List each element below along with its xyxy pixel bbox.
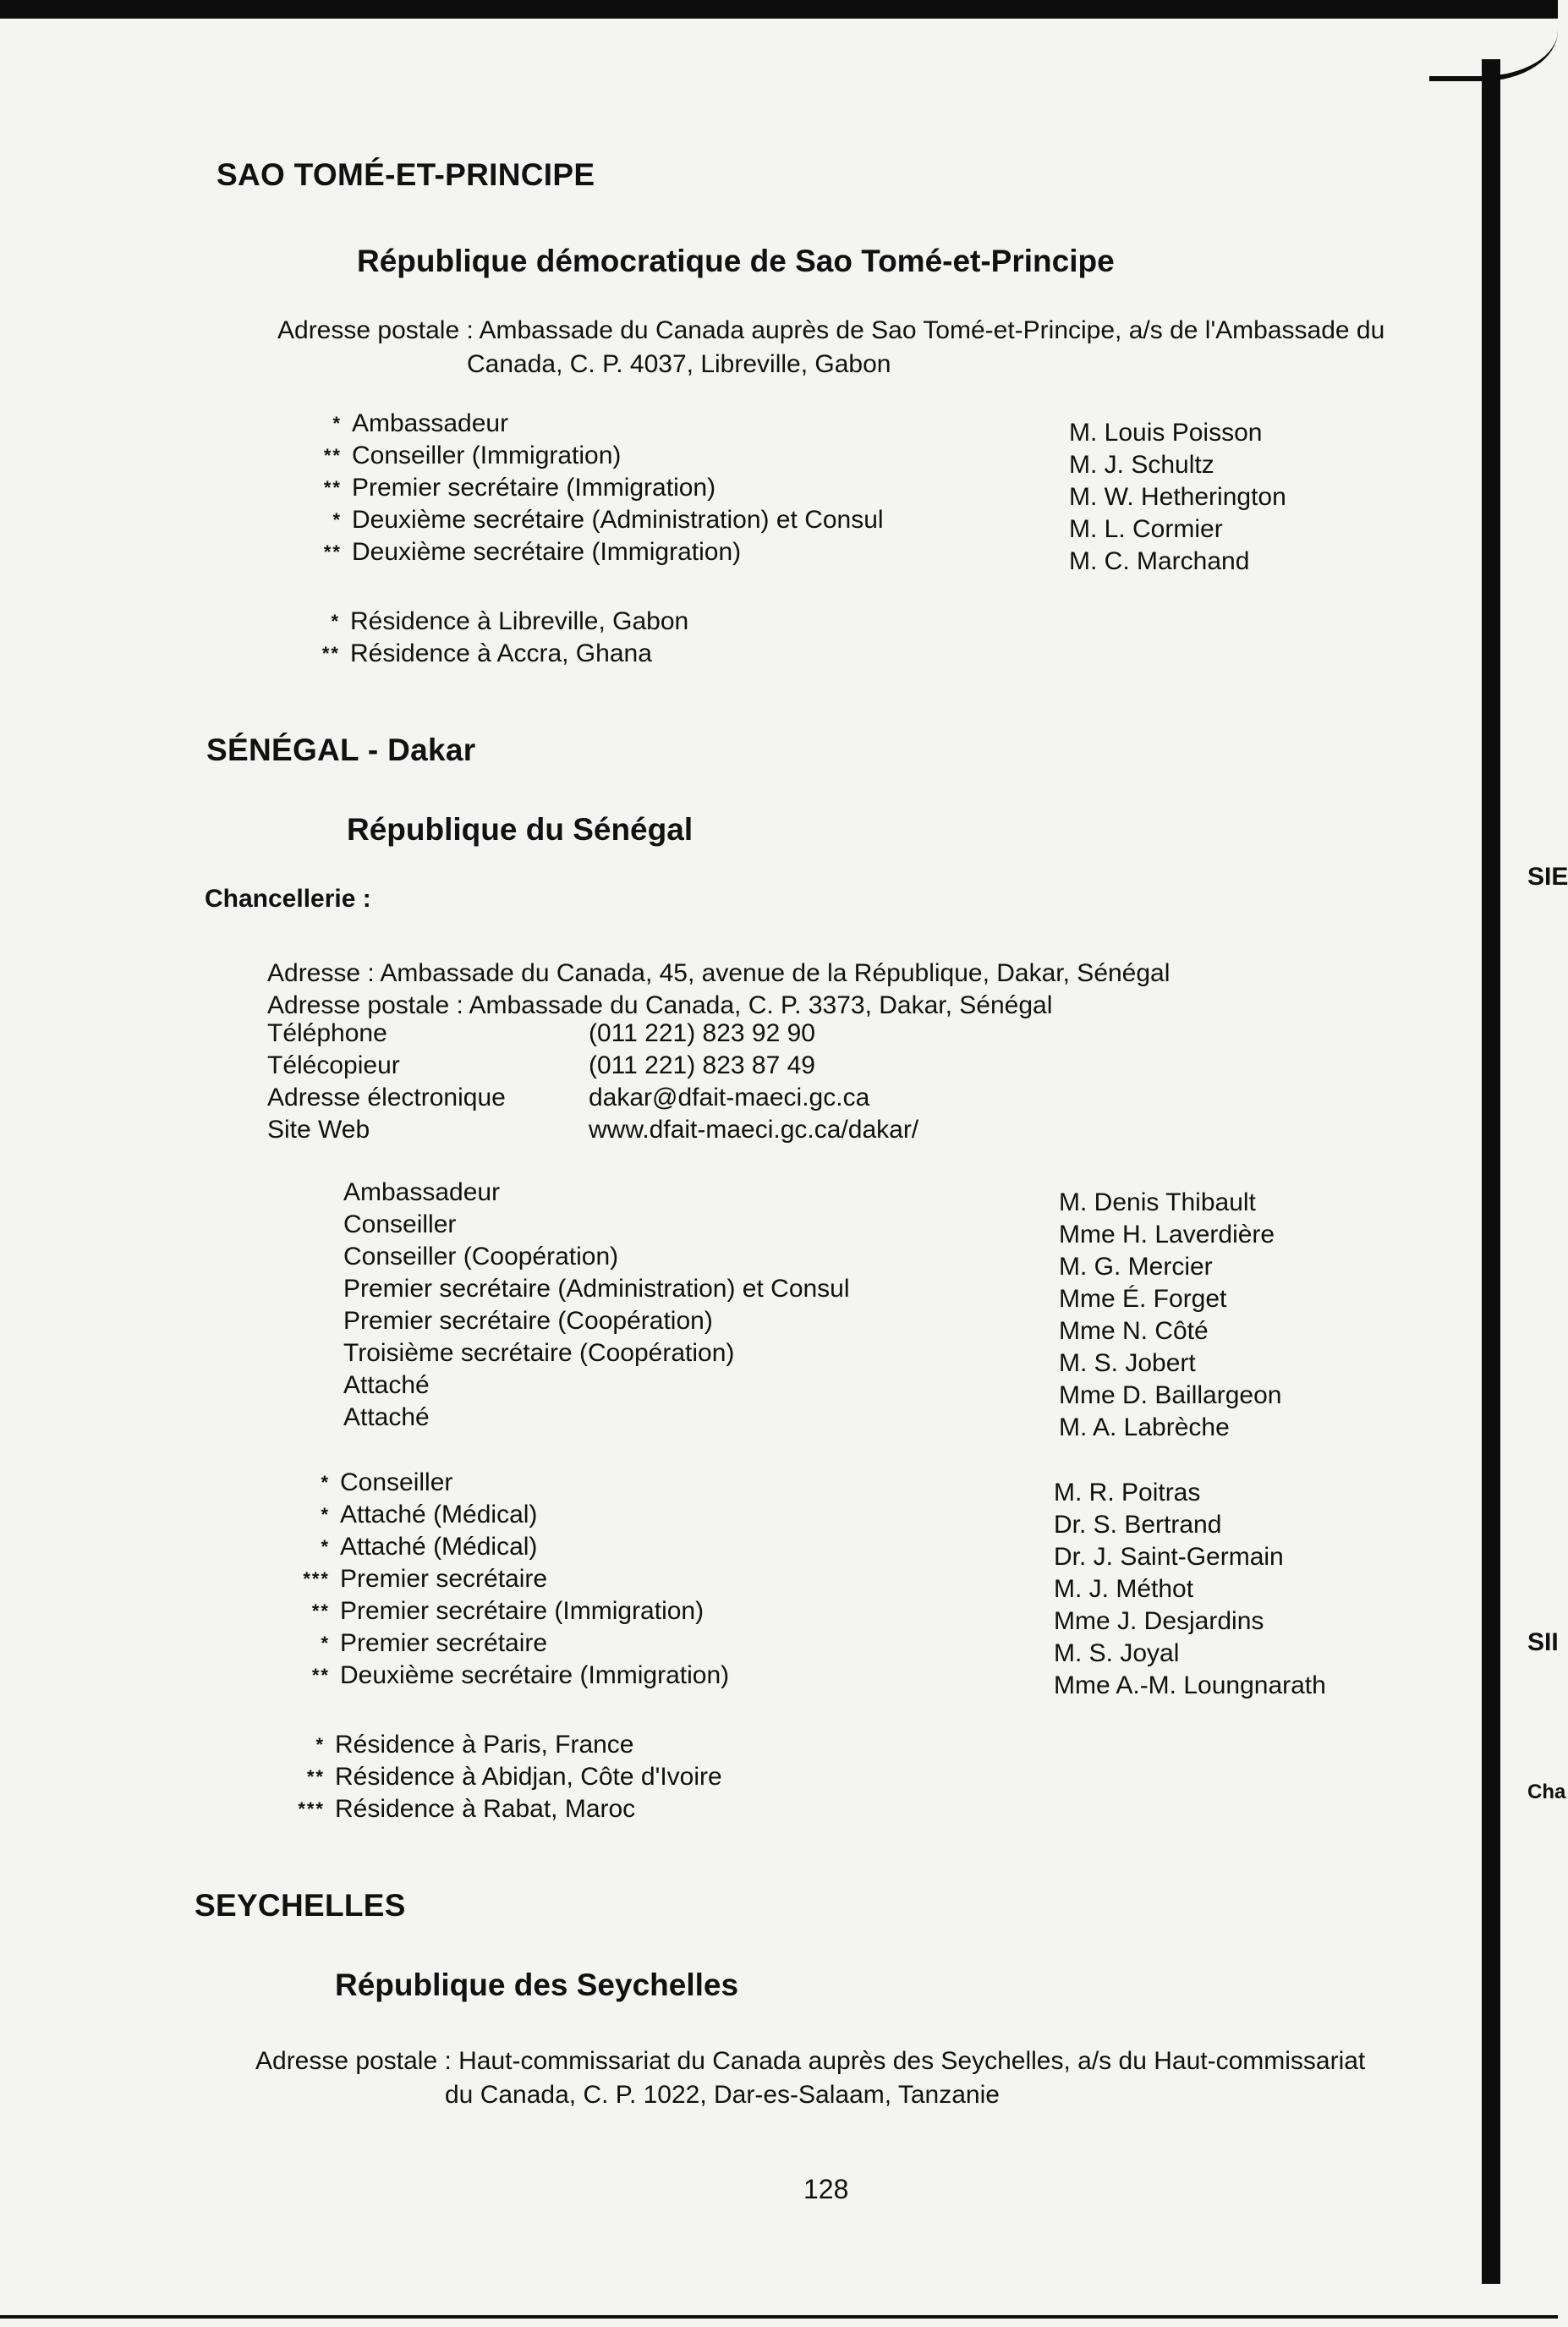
staff-name: Mme N. Côté [1059, 1317, 1209, 1345]
staff-role: * Attaché (Médical) [340, 1499, 729, 1531]
staff-name: M. G. Mercier [1059, 1253, 1213, 1281]
staff-role: Troisième secrétaire (Coopération) [343, 1339, 735, 1367]
staff-role: ** Deuxième secrétaire (Immigration) [352, 536, 884, 568]
postal-address-line: Adresse postale : Haut-commissariat du Canada auprès des Seychelles, a/s du Haut-commissariat [255, 2047, 1366, 2075]
staff-role: Conseiller [343, 1210, 457, 1238]
postal-address-line: Canada, C. P. 4037, Libreville, Gabon [467, 350, 891, 378]
staff-role: Attaché [343, 1371, 430, 1399]
contact-label: Télécopieur [267, 1051, 400, 1079]
footnote-marker: ** [321, 643, 340, 664]
staff-role: Ambassadeur [343, 1178, 501, 1206]
staff-roles [343, 1177, 850, 1434]
footnote-marker: * [321, 1504, 330, 1525]
page-number: 128 [803, 2174, 849, 2204]
country-heading: SÉNÉGAL - Dakar [206, 733, 476, 767]
contact-label: Site Web [267, 1116, 370, 1144]
staff-names [1069, 417, 1286, 578]
footnote-marker: ** [311, 1600, 330, 1622]
footnote-marker: ** [311, 1665, 330, 1686]
staff-role: *** Premier secrétaire [340, 1563, 729, 1595]
phone-number: (011 221) 823 92 90 [589, 1019, 815, 1047]
staff-role: Conseiller (Coopération) [343, 1243, 619, 1271]
adjacent-page-fragment: SII [1527, 1628, 1559, 1656]
footnote-marker: ** [323, 445, 342, 466]
footnote-marker: * [315, 1734, 325, 1755]
staff-name: M. R. Poitras [1054, 1479, 1201, 1507]
scan-top-edge [0, 0, 1558, 19]
staff-name: M. J. Schultz [1069, 451, 1214, 479]
email-address: dakar@dfait-maeci.gc.ca [589, 1084, 870, 1111]
footnote-marker: * [321, 1536, 330, 1557]
staff-name: M. S. Jobert [1059, 1349, 1196, 1377]
staff-name: Mme J. Desjardins [1054, 1607, 1264, 1635]
staff-name: Mme D. Baillargeon [1059, 1381, 1282, 1409]
website-address: www.dfait-maeci.gc.ca/dakar/ [589, 1116, 919, 1144]
staff-name: M. C. Marchand [1069, 547, 1250, 575]
staff-role: * Premier secrétaire [340, 1627, 729, 1660]
residence-notes [298, 1729, 722, 1825]
staff-role: Attaché [343, 1403, 430, 1431]
footnote-marker: ** [323, 477, 342, 498]
staff-name: Mme É. Forget [1059, 1285, 1227, 1313]
residence-note: *** Résidence à Rabat, Maroc [335, 1793, 722, 1825]
staff-role: * Attaché (Médical) [340, 1531, 729, 1563]
footnote-marker: * [332, 413, 342, 434]
staff-role: Premier secrétaire (Administration) et Consul [343, 1275, 850, 1303]
postal-address-line: du Canada, C. P. 1022, Dar-es-Salaam, Tanzanie [445, 2081, 1000, 2109]
contact-label: Téléphone [267, 1019, 387, 1047]
staff-names [1059, 1187, 1281, 1444]
footnote-marker: * [331, 611, 340, 632]
footnote-marker: ** [323, 541, 342, 563]
postal-address: Adresse postale : Ambassade du Canada, C. P. 3373, Dakar, Sénégal [267, 991, 1053, 1019]
republic-name: République des Seychelles [335, 1968, 739, 2002]
footnote-marker: *** [303, 1568, 330, 1589]
footnote-marker: * [321, 1633, 330, 1654]
footnote-marker: * [321, 1472, 330, 1493]
staff-name: M. Louis Poisson [1069, 419, 1263, 447]
residence-note: ** Résidence à Accra, Ghana [350, 638, 688, 670]
footnote-marker: *** [298, 1798, 325, 1819]
footnote-marker: * [332, 509, 342, 530]
staff-name: M. W. Hetherington [1069, 483, 1286, 511]
staff-name: Mme H. Laverdière [1059, 1221, 1275, 1249]
staff-role: * Conseiller [340, 1467, 729, 1499]
staff-name: Dr. S. Bertrand [1054, 1511, 1222, 1539]
scan-binding-edge [1482, 59, 1500, 2284]
residence-note: * Résidence à Paris, France [335, 1729, 722, 1761]
staff-role: Premier secrétaire (Coopération) [343, 1307, 713, 1335]
staff-name: Mme A.-M. Loungnarath [1054, 1671, 1326, 1699]
staff-name: M. A. Labrèche [1059, 1413, 1230, 1441]
staff-name: M. Denis Thibault [1059, 1188, 1256, 1216]
staff-name: M. L. Cormier [1069, 515, 1223, 543]
republic-name: République du Sénégal [347, 812, 694, 847]
staff-role: ** Conseiller (Immigration) [352, 440, 884, 472]
staff-role: ** Deuxième secrétaire (Immigration) [340, 1660, 729, 1692]
scan-bottom-edge [0, 2315, 1558, 2319]
staff-roles [323, 408, 884, 568]
chancellery-label: Chancellerie : [205, 885, 371, 913]
republic-name: République démocratique de Sao Tomé-et-Principe [357, 244, 1115, 278]
staff-role: * Deuxième secrétaire (Administration) et Consul [352, 504, 884, 536]
fax-number: (011 221) 823 87 49 [589, 1051, 815, 1079]
contact-details [267, 1018, 918, 1146]
staff-role: ** Premier secrétaire (Immigration) [352, 472, 884, 504]
staff-role: * Ambassadeur [352, 408, 884, 440]
contact-label: Adresse électronique [267, 1084, 506, 1111]
staff-name: Dr. J. Saint-Germain [1054, 1543, 1284, 1571]
postal-address-line: Adresse postale : Ambassade du Canada auprès de Sao Tomé-et-Principe, a/s de l'Ambassade du [277, 316, 1385, 344]
adjacent-page-fragment: Cha [1527, 1781, 1566, 1803]
staff-name: M. J. Méthot [1054, 1575, 1194, 1603]
staff-name: M. S. Joyal [1054, 1639, 1180, 1667]
adjacent-page-fragment: SIE [1527, 863, 1568, 891]
residence-note: ** Résidence à Abidjan, Côte d'Ivoire [335, 1761, 722, 1793]
nonresident-staff-roles [303, 1467, 730, 1692]
residence-notes [321, 606, 689, 670]
country-heading: SAO TOMÉ-ET-PRINCIPE [217, 157, 595, 192]
street-address: Adresse : Ambassade du Canada, 45, avenue de la République, Dakar, Sénégal [267, 959, 1171, 987]
nonresident-staff-names [1054, 1477, 1326, 1702]
staff-role: ** Premier secrétaire (Immigration) [340, 1595, 729, 1627]
footnote-marker: ** [306, 1766, 325, 1787]
country-heading: SEYCHELLES [195, 1888, 406, 1923]
residence-note: * Résidence à Libreville, Gabon [350, 606, 688, 638]
